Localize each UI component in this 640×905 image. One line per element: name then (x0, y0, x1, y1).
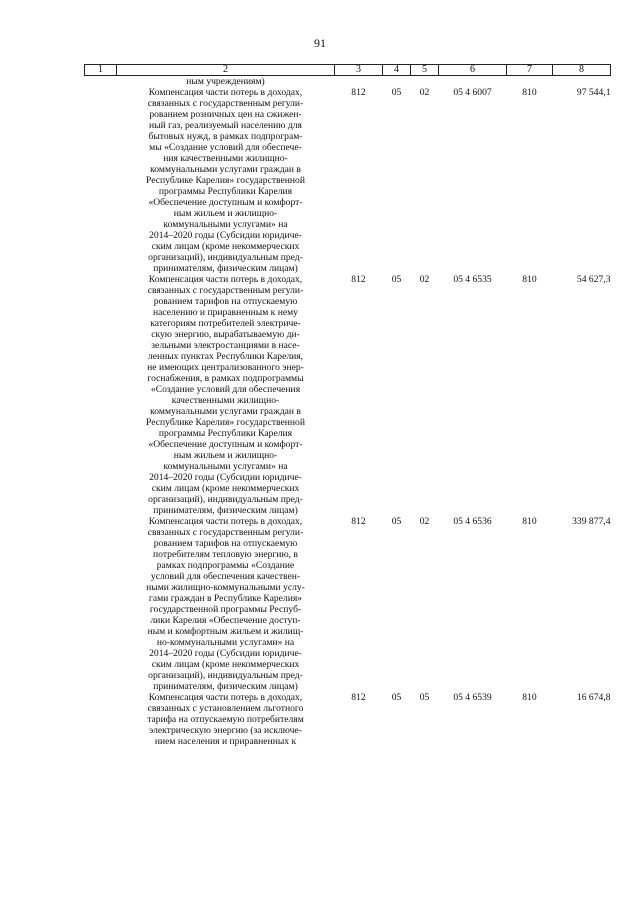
admin-code-cell: 812 (351, 516, 366, 527)
column-header: 3 (335, 65, 383, 76)
description-line: государственной программы Респуб- (149, 604, 302, 615)
section-cell: 05 (391, 87, 402, 98)
description-line: 2014–2020 годы (Субсидии юридиче- (149, 648, 302, 659)
description-line: «Обеспечение доступным и комфорт- (148, 439, 303, 450)
description-line: рамках подпрограммы «Создание (156, 560, 295, 571)
description-line: ленных пунктах Республики Карелия, (147, 351, 304, 362)
table-header-row (85, 65, 611, 76)
description-line: связанных с установлением льготного (147, 703, 304, 714)
subsection-cell: 02 (419, 87, 430, 98)
description-line: электрическую энергию (за исключе- (149, 725, 302, 736)
column-header: 1 (85, 65, 117, 76)
description-line: коммунальными услугами граждан в (150, 406, 301, 417)
description-line: 2014–2020 годы (Субсидии юридиче- (149, 230, 302, 241)
column-header: 6 (439, 65, 507, 76)
section-cell: 05 (391, 516, 402, 527)
expense-type-cell: 810 (522, 692, 537, 703)
table-row (85, 516, 611, 692)
description-line: гами граждан в Республике Карелия» (148, 593, 303, 604)
column-header: 5 (411, 65, 439, 76)
target-article-cell: 05 4 6007 (453, 87, 492, 98)
row-description (117, 516, 335, 692)
row-description (117, 274, 335, 516)
description-line: скую энергию, вырабатываемую ди- (151, 329, 300, 340)
admin-code-cell: 812 (351, 692, 366, 703)
budget-table (84, 64, 611, 747)
expense-type-cell: 810 (522, 516, 537, 527)
description-line: организаций), индивидуальным пред- (148, 670, 303, 681)
column-header: 8 (553, 65, 611, 76)
description-line: организаций), индивидуальным пред- (148, 252, 303, 263)
row-number-cell (85, 692, 117, 747)
amount-cell: 16 674,8 (576, 692, 611, 703)
description-line: Компенсация части потерь в доходах, (148, 516, 303, 527)
description-line: программы Республики Карелия (158, 186, 293, 197)
description-line: тарифа на отпускаемую потребителям (147, 714, 304, 725)
description-line: категориям потребителей электриче- (150, 318, 301, 329)
column-header: 2 (117, 65, 335, 76)
description-line: Компенсация части потерь в доходах, (148, 692, 303, 703)
table-row (85, 87, 611, 274)
description-line: бытовых нужд, в рамках подпрограм- (148, 131, 303, 142)
admin-code-cell: 812 (351, 87, 366, 98)
target-article-cell: 05 4 6539 (453, 692, 492, 703)
subsection-cell: 02 (419, 274, 430, 285)
expense-type-cell: 810 (522, 274, 537, 285)
amount-cell: 339 877,4 (572, 516, 611, 527)
table-row (85, 692, 611, 747)
description-line: организаций), индивидуальным пред- (148, 494, 303, 505)
row-number-cell (85, 274, 117, 516)
amount-cell: 54 627,3 (576, 274, 611, 285)
description-line: рованием тарифов на отпускаемую (153, 538, 298, 549)
continuation-text: ным учреждениям) (186, 76, 265, 87)
row-number-cell (85, 516, 117, 692)
table-row (85, 274, 611, 516)
description-line: условий для обеспечения качествен- (150, 571, 301, 582)
expense-type-cell: 810 (522, 87, 537, 98)
description-line: нием населения и приравненных к (154, 736, 297, 747)
description-line: зельными электростанциями в насе- (151, 340, 300, 351)
description-line: программы Республики Карелия (158, 428, 293, 439)
description-line: ным и комфортным жильем и жилищ- (147, 626, 304, 637)
column-header: 4 (383, 65, 411, 76)
description-line: Компенсация части потерь в доходах, (148, 87, 303, 98)
description-line: ный газ, реализуемый населению для (149, 120, 302, 131)
description-line: рованием тарифов на отпускаемую (153, 296, 298, 307)
description-line: не имеющих централизованного энер- (147, 362, 304, 373)
description-line: связанных с государственным регули- (147, 527, 304, 538)
description-line: связанных с государственным регули- (147, 285, 304, 296)
description-line: «Создание условий для обеспечения (150, 384, 301, 395)
description-line: Республике Карелия» государственной (146, 175, 305, 186)
description-line: ными жилищно-коммунальными услу- (146, 582, 305, 593)
description-line: принимателям, физическим лицам) (153, 505, 298, 516)
description-line: мы «Создание условий для обеспече- (149, 142, 302, 153)
row-description (117, 87, 335, 274)
description-line: связанных с государственным регули- (147, 98, 304, 109)
description-line: коммунальными услугами граждан в (150, 164, 301, 175)
description-line: рованием розничных цен на сжижен- (149, 109, 302, 120)
description-line: ния качественными жилищно- (163, 153, 288, 164)
column-header: 7 (507, 65, 553, 76)
section-cell: 05 (391, 692, 402, 703)
description-line: но-коммунальными услугами» на (156, 637, 295, 648)
description-line: качественными жилищно- (171, 395, 280, 406)
description-line: Республике Карелия» государственной (146, 417, 305, 428)
admin-code-cell: 812 (351, 274, 366, 285)
page-number: 91 (314, 36, 326, 50)
description-line: Компенсация части потерь в доходах, (148, 274, 303, 285)
row-description (117, 692, 335, 747)
description-line: населению и приравненным к нему (153, 307, 298, 318)
target-article-cell: 05 4 6535 (453, 274, 492, 285)
description-line: ским лицам (кроме некоммерческих (151, 241, 300, 252)
description-line: ным жильем и жилищно- (173, 450, 278, 461)
section-cell: 05 (391, 274, 402, 285)
description-line: коммунальными услугами» на (163, 461, 288, 472)
description-line: принимателям, физическим лицам) (153, 681, 298, 692)
target-article-cell: 05 4 6536 (453, 516, 492, 527)
description-line: коммунальными услугами» на (163, 219, 288, 230)
description-line: 2014–2020 годы (Субсидии юридиче- (149, 472, 302, 483)
continuation-row (85, 76, 611, 88)
subsection-cell: 02 (419, 516, 430, 527)
row-number-cell (85, 87, 117, 274)
description-line: госнабжения, в рамках подпрограммы (147, 373, 304, 384)
description-line: «Обеспечение доступным и комфорт- (148, 197, 303, 208)
description-line: лики Карелия «Обеспечение доступ- (150, 615, 301, 626)
description-line: ским лицам (кроме некоммерческих (151, 483, 300, 494)
description-line: потребителям тепловую энергию, в (153, 549, 298, 560)
subsection-cell: 05 (419, 692, 430, 703)
description-line: ным жильем и жилищно- (173, 208, 278, 219)
amount-cell: 97 544,1 (576, 87, 611, 98)
description-line: принимателям, физическим лицам) (153, 263, 298, 274)
description-line: ским лицам (кроме некоммерческих (151, 659, 300, 670)
